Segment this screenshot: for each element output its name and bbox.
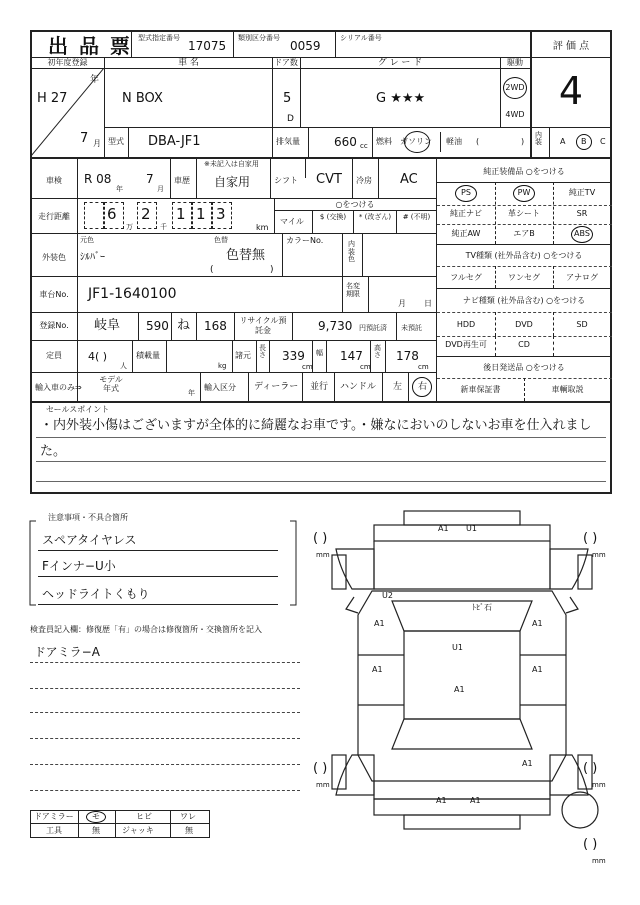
fuel-paren-close: ) [521,137,525,146]
mileage-digit-1: 6 [107,205,117,223]
score-label: 評 価 点 [552,41,590,52]
handle-label: ハンドル [340,382,377,392]
length-value: 339 [282,349,305,363]
note-item-2: Fインナ−U小 [42,559,116,573]
orig-color-value: ｼﾙﾊﾞｰ [80,252,105,263]
shift-label: シフト [274,176,298,185]
height-cm: cm [418,363,429,371]
interior-grade-a: A [560,137,566,146]
doors-label: ドア数 [274,58,298,67]
mark-left-rear-door: A1 [372,665,383,674]
note-item-1: スペアタイヤレス [42,533,137,547]
cd-play: CD [518,340,530,349]
mark-right-front-door: A1 [532,619,543,628]
mark-rear-bumper-2: A1 [470,796,481,805]
drive-4wd: 4WD [505,110,525,119]
tread-front-left-mm: mm [316,551,330,559]
type-no: 17075 [188,39,227,53]
docs-warranty: 新車保証書 [460,385,501,394]
reg-num: 168 [204,319,227,333]
docs-title: 後日発送品 ○をつける [483,363,565,372]
navi-hdd: HDD [456,320,476,329]
evaluation-score: 4 [558,69,584,113]
sheet-title: 出 品 票 [48,34,132,58]
mark-rear-window: A1 [454,685,465,694]
mirror-electric-mark [86,811,106,823]
grade-value: G ★★★ [376,91,426,106]
mileage-digit-5: 3 [216,205,226,223]
height-value: 178 [396,349,419,363]
first-reg-label: 初年度登録 [47,58,88,67]
load-label: 積載量 [136,351,160,360]
tread-front-left: ( ) [313,531,328,546]
chassis-label: 車台No. [39,290,69,299]
mark-front-bumper-a1: A1 [438,524,449,533]
tread-spare-mm: mm [592,857,606,865]
first-reg-month: 7 [80,131,89,146]
repaint-open: ( [210,265,214,275]
first-reg-month-suffix: 月 [93,139,101,148]
car-diagram [306,505,626,900]
model-year-char: 年 [188,389,195,397]
altered-label: * (改ざん) [358,213,392,221]
factory-abs: ABS [574,229,590,238]
capacity-label: 定員 [46,351,62,360]
cc-unit: cc [360,142,368,150]
width-cm: cm [360,363,371,371]
notes-label: 注意事項・不具合箇所 [48,513,128,522]
import-type-label: 輸入区分 [204,383,236,392]
dvd-play: DVD再生可 [445,340,487,349]
inspector-label: 検査員記入欄：修復歴「有」の場合は修復箇所・交換箇所を記入 [30,625,262,634]
drive-2wd: 2WD [505,83,525,92]
car-name-label: 車 名 [178,58,199,68]
tv-full: フルセグ [450,273,482,282]
inspection-year: R 08 [84,172,112,186]
name-change-day: 日 [424,299,432,308]
fuel-diesel: 軽油 [446,137,462,146]
mileage-digit-2: 2 [141,205,151,223]
navi-dvd: DVD [515,320,533,329]
color-label: 外装色 [42,253,66,262]
tread-rear-left-mm: mm [316,781,330,789]
len-label: 長さ [259,344,266,359]
name-change-month: 月 [398,299,406,308]
fuel-gasoline: ガソリン [400,137,432,146]
mark-left-fender-u2: U2 [382,591,393,600]
fuel-paren-open: ( [476,137,480,146]
tools-value: 無 [92,826,100,835]
repaint-close: ) [270,265,274,275]
chassis-value: JF1-1640100 [88,286,177,302]
reg-label: 登録No. [39,321,69,330]
import-dealer: ディーラー [254,382,299,392]
history-label: 車歴 [174,176,190,185]
capacity-unit: 人 [120,362,127,370]
recycle-none: 未預託 [401,324,422,332]
repaint-label: 色替 [214,236,228,244]
factory-leather: 革シート [508,209,540,218]
grade-label: グ レ ー ド [377,58,423,68]
fuel-gasoline-circle [404,131,430,153]
handle-left: 左 [393,382,403,392]
sales-label: セールスポイント [46,405,110,414]
factory-airbag: エアB [513,229,535,238]
inspection-year-char: 年 [116,185,123,193]
first-reg-year: H 27 [37,91,68,106]
mirror-label: ドアミラー [34,812,74,821]
mile-label: マイル [280,217,304,226]
docs-manual: 車輌取説 [551,385,584,394]
sales-line-2: た。 [40,444,67,459]
exchanged-label: $ (交換) [319,213,347,221]
mark-roof-u1: U1 [452,643,463,652]
inspection-month-char: 月 [157,185,164,193]
drive-label: 駆動 [507,58,523,67]
factory-pw-circle [513,185,535,202]
tv-one: ワンセグ [508,273,540,282]
sales-line-1: ・内外装小傷はございますが全体的に綺麗なお車です。・嫌なにおいのしないお車を仕入れまし [40,418,592,433]
factory-tv: 純正TV [568,188,596,197]
capacity-value: 4( ) [88,350,108,363]
inspection-month: 7 [146,172,154,186]
first-reg-year-suffix: 年 [90,75,100,85]
factory-ps: PS [461,188,471,197]
handle-right: 右 [418,382,428,392]
inspection-label: 車検 [46,176,62,185]
private-note: ※未記入は自家用 [204,160,259,168]
tread-spare: ( ) [583,837,598,852]
mileage-sen: 千 [160,223,167,231]
mark-left-front-door: A1 [374,619,385,628]
jack-label: ジャッキ [122,826,154,835]
mirror-broken: ワレ [180,812,196,821]
tread-front-right: ( ) [583,531,598,546]
dims-label: 諸元 [235,351,251,360]
factory-ps-circle [455,185,477,202]
import-label: 輸入車のみ⇒ [35,383,82,392]
tread-rear-right: ( ) [583,761,598,776]
tv-title: TV種類 (社外品含む) ○をつける [465,251,583,260]
mileage-digit-4: 1 [196,205,206,223]
fuel-label: 燃料 [376,137,392,146]
unknown-label: # (不明) [402,213,431,221]
mark-front-bumper-u1: U1 [466,524,477,533]
model-label: 型式 [108,137,124,146]
factory-sr: SR [576,209,588,218]
displacement-label: 排気量 [276,137,300,146]
displacement-value: 660 [334,135,357,149]
factory-abs-circle [571,226,593,243]
interior-color-label: 内装色 [348,240,355,264]
color-no-label: カラーNo. [286,236,324,245]
recycle-value: 9,730 [318,319,353,333]
class-no: 0059 [290,39,321,53]
mileage-digit-3: 1 [176,205,186,223]
interior-grade-c: C [600,137,606,146]
handle-right-circle [412,377,432,397]
mark-rear-bumper-1: A1 [436,796,447,805]
model-value: DBA-JF1 [148,134,201,149]
inspector-note: ドアミラ−A [34,645,100,659]
factory-title: 純正装備品 ○をつける [483,167,565,176]
ac-label: 冷房 [356,176,372,185]
orig-color-label: 元色 [80,236,94,244]
door-type: D [287,114,294,124]
class-no-label: 類別区分番号 [238,34,280,42]
tools-label: 工具 [46,826,62,835]
import-parallel: 並行 [310,382,329,392]
mileage-man: 万 [126,223,133,231]
navi-sd: SD [576,320,588,329]
tv-analog: アナログ [566,273,598,282]
jack-value: 無 [185,826,193,835]
navi-title: ナビ種類 (社外品含む) ○をつける [462,296,586,305]
model-year-label: モデル年式 [99,375,123,393]
mirror-crack: ヒビ [136,812,152,821]
width-label: 幅 [316,349,323,357]
mirror-electric: モ [92,812,100,821]
reg-area: 岐阜 [94,318,121,333]
repaint-value: 色替無 [226,248,266,263]
load-unit: kg [218,362,227,370]
width-value: 147 [340,349,363,363]
recycle-label: リサイクル預託金 [239,316,287,335]
door-count: 5 [283,91,292,106]
interior-grade-b-circle [576,134,592,150]
car-name: N BOX [122,91,163,106]
name-change-label: 名変期限 [346,282,360,299]
reg-class: 590 [146,319,169,333]
mark-windshield-chip: ﾄﾋﾞ石 [472,603,492,612]
circle-heading: ○をつける [335,200,375,209]
interior-grade-b: B [581,137,587,146]
factory-pw: PW [517,188,531,197]
type-no-label: 型式指定番号 [138,34,180,42]
mileage-km: km [256,223,269,232]
mileage-label: 走行距離 [38,212,70,221]
length-cm: cm [302,363,313,371]
factory-aw: 純正AW [451,229,481,238]
interior-label: 内装 [535,131,542,146]
reg-kana: ね [177,318,191,333]
serial-label: シリアル番号 [340,34,382,42]
ac-value: AC [400,172,418,187]
mark-right-rear-fender: A1 [522,759,533,768]
tread-front-right-mm: mm [592,551,606,559]
history-value: 自家用 [214,175,251,189]
mark-right-rear-door: A1 [532,665,543,674]
shift-value: CVT [316,172,342,187]
note-item-3: ヘッドライトくもり [42,587,150,601]
tread-rear-right-mm: mm [592,781,606,789]
factory-navi: 純正ナビ [450,209,482,218]
height-label: 高さ [374,344,381,359]
tread-rear-left: ( ) [313,761,328,776]
recycle-unit: 円預託済 [359,324,387,332]
